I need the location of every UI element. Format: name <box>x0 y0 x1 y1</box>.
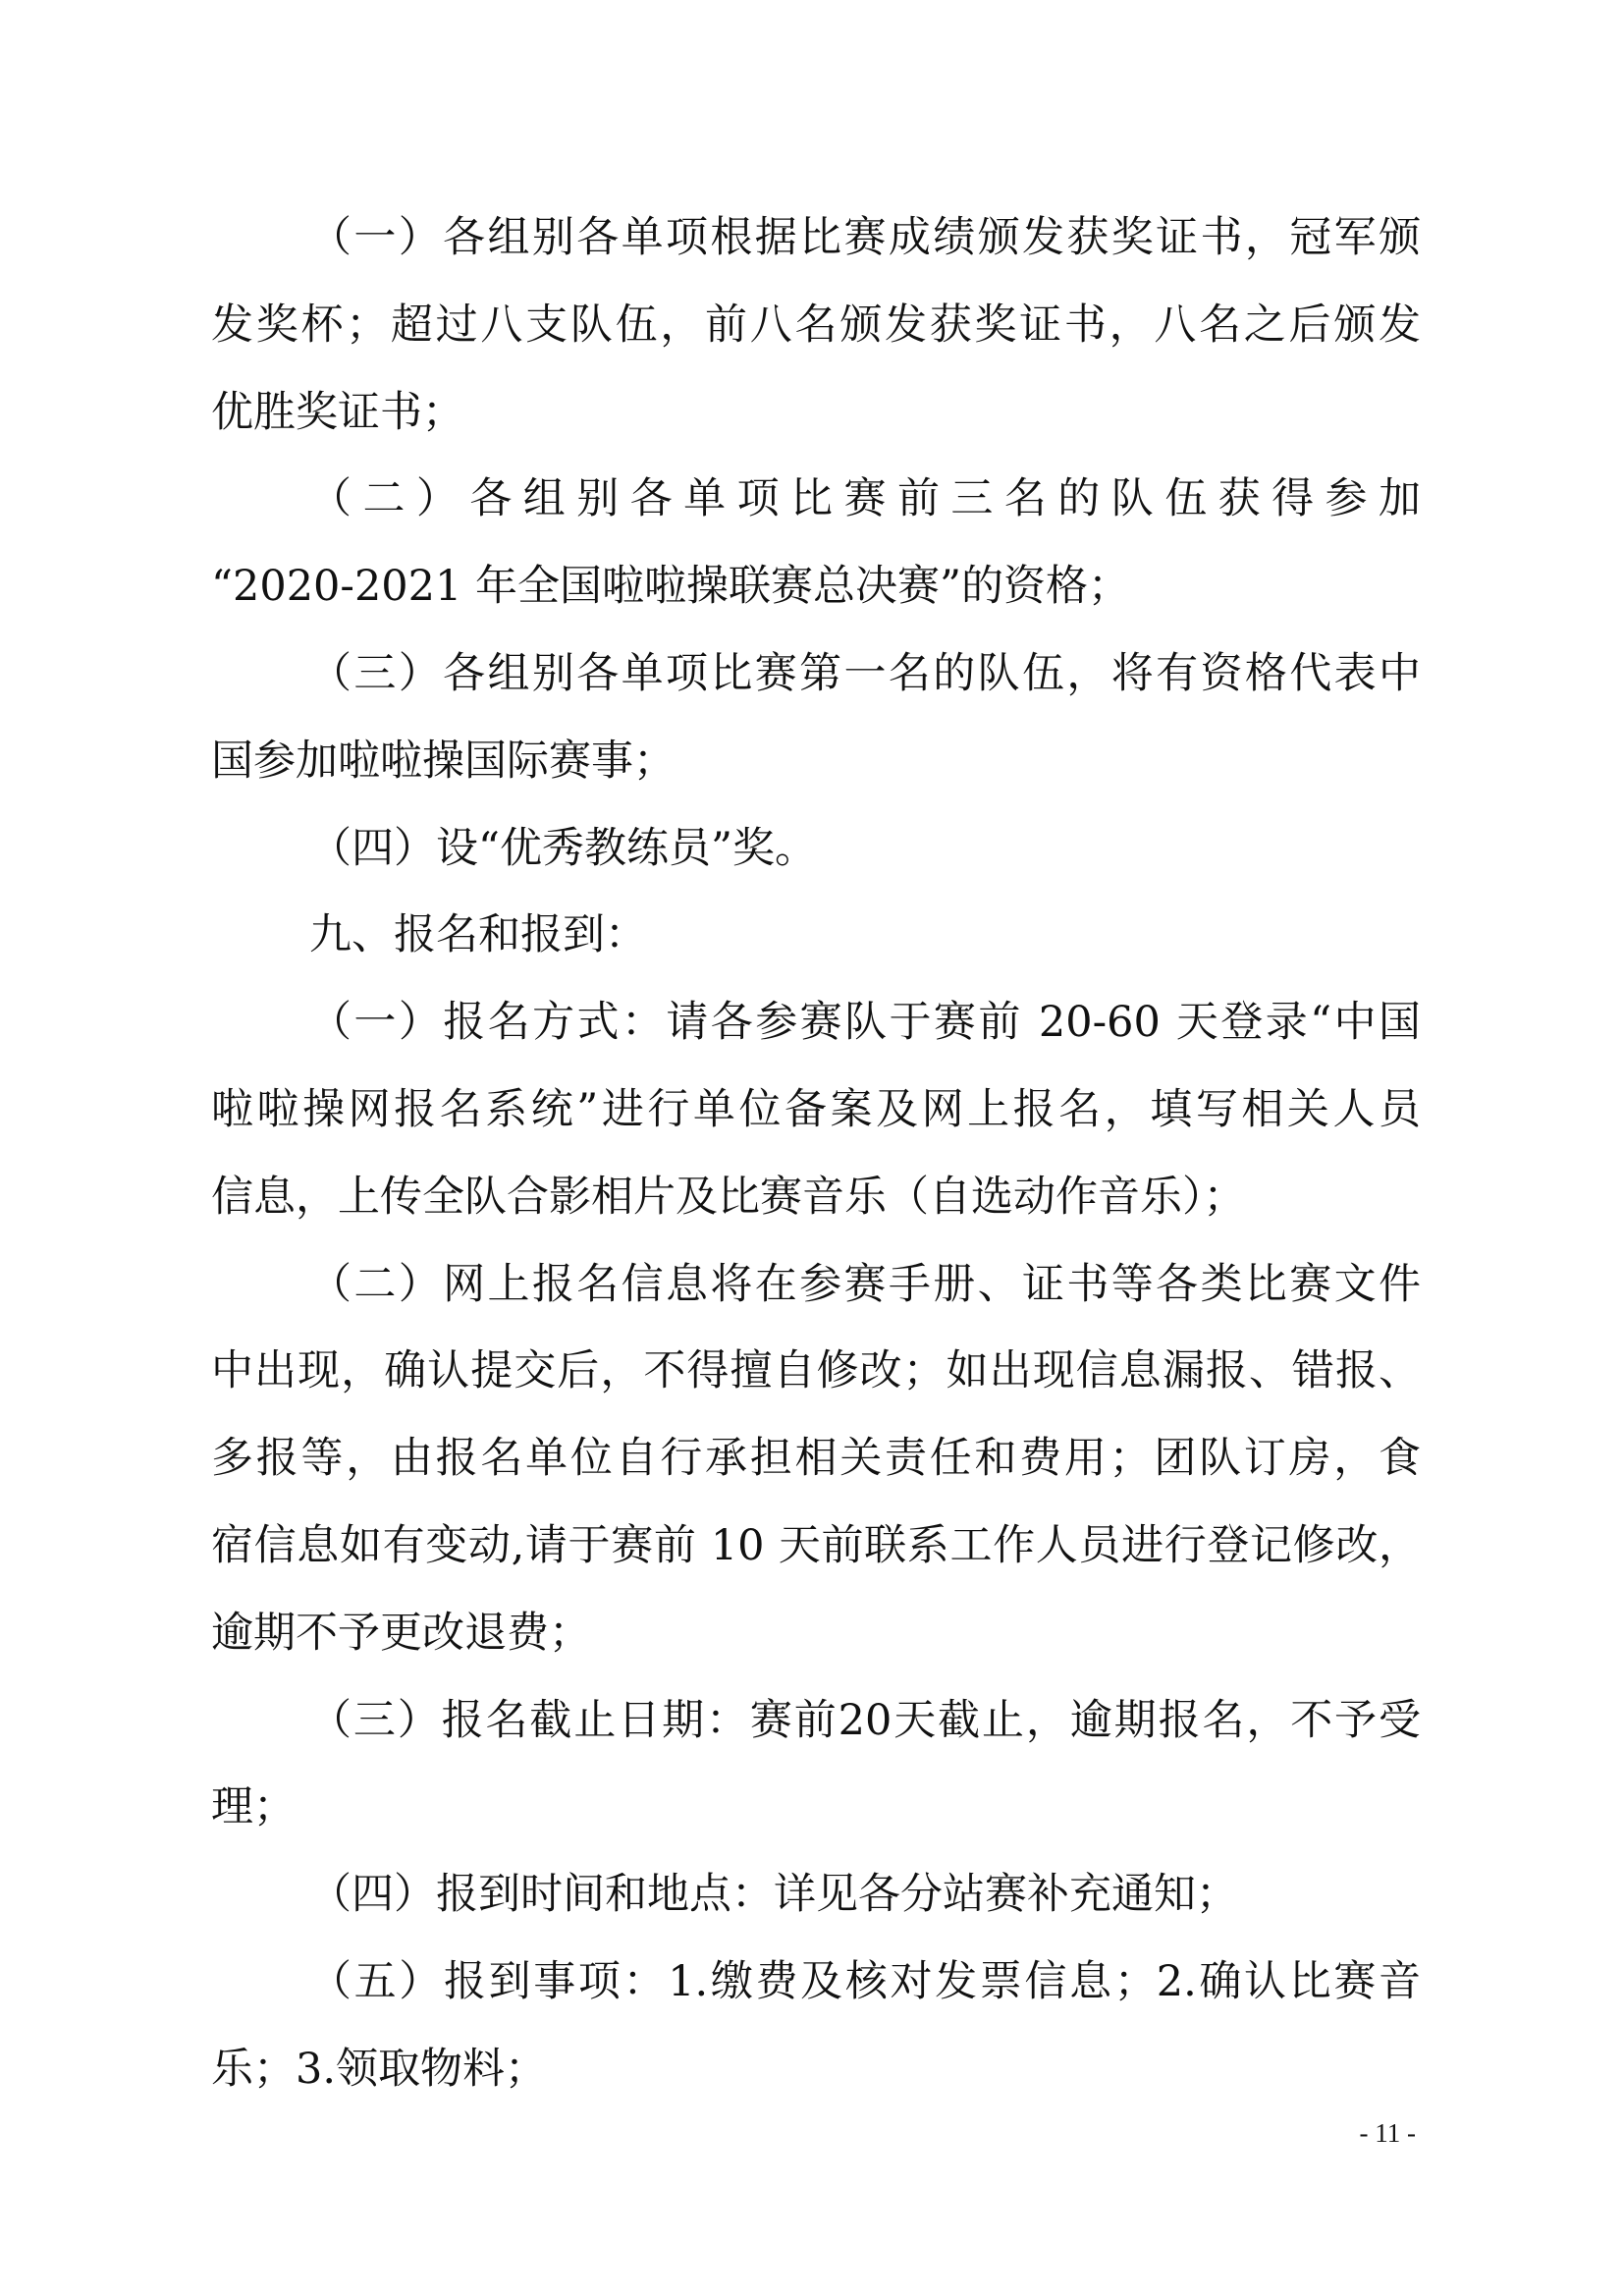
section-heading: 九、报名和报到： <box>309 910 647 960</box>
text-line: 多报等，由报名单位自行承担相关责任和费用；团队订房，食 <box>211 1434 1421 1484</box>
text-line: 国参加啦啦操国际赛事； <box>211 736 676 786</box>
text-line: （四）报到时间和地点：详见各分站赛补充通知； <box>309 1870 1238 1920</box>
page-number: - 11 - <box>1359 2118 1416 2148</box>
text-line: 乐；3.领取物料； <box>211 2044 548 2094</box>
text-line: “2020-2021 年全国啦啦操联赛总决赛”的资格； <box>211 562 1131 612</box>
text-line: 理； <box>211 1782 296 1832</box>
text-line: （四）设“优秀教练员”奖。 <box>309 823 817 873</box>
text-line: （五）报到事项：1.缴费及核对发票信息；2.确认比赛音 <box>309 1956 1421 2006</box>
text-line: 中出现，确认提交后，不得擅自修改；如出现信息漏报、错报、 <box>211 1346 1421 1396</box>
text-line: 啦啦操网报名系统”进行单位备案及网上报名，填写相关人员 <box>211 1084 1421 1134</box>
text-line: 信息，上传全队合影相片及比赛音乐（自选动作音乐）； <box>211 1172 1246 1222</box>
text-line: 逾期不予更改退费； <box>211 1608 591 1658</box>
body-text <box>211 194 1421 2113</box>
text-line: （一）报名方式：请各参赛队于赛前 20-60 天登录“中国 <box>309 998 1421 1048</box>
text-line: 优胜奖证书； <box>211 387 464 437</box>
text-line: 发奖杯；超过八支队伍，前八名颁发获奖证书，八名之后颁发 <box>211 300 1421 350</box>
text-line: （二）各组别各单项比赛前三名的队伍获得参加 <box>309 474 1421 524</box>
text-line: 宿信息如有变动,请于赛前 10 天前联系工作人员进行登记修改， <box>211 1520 1421 1570</box>
text-line: （二）网上报名信息将在参赛手册、证书等各类比赛文件 <box>309 1259 1421 1309</box>
text-line: （三）各组别各单项比赛第一名的队伍，将有资格代表中 <box>309 648 1421 698</box>
text-line: （三）报名截止日期：赛前20天截止，逾期报名，不予受 <box>309 1695 1421 1745</box>
text-line: （一）各组别各单项根据比赛成绩颁发获奖证书，冠军颁 <box>309 213 1421 262</box>
